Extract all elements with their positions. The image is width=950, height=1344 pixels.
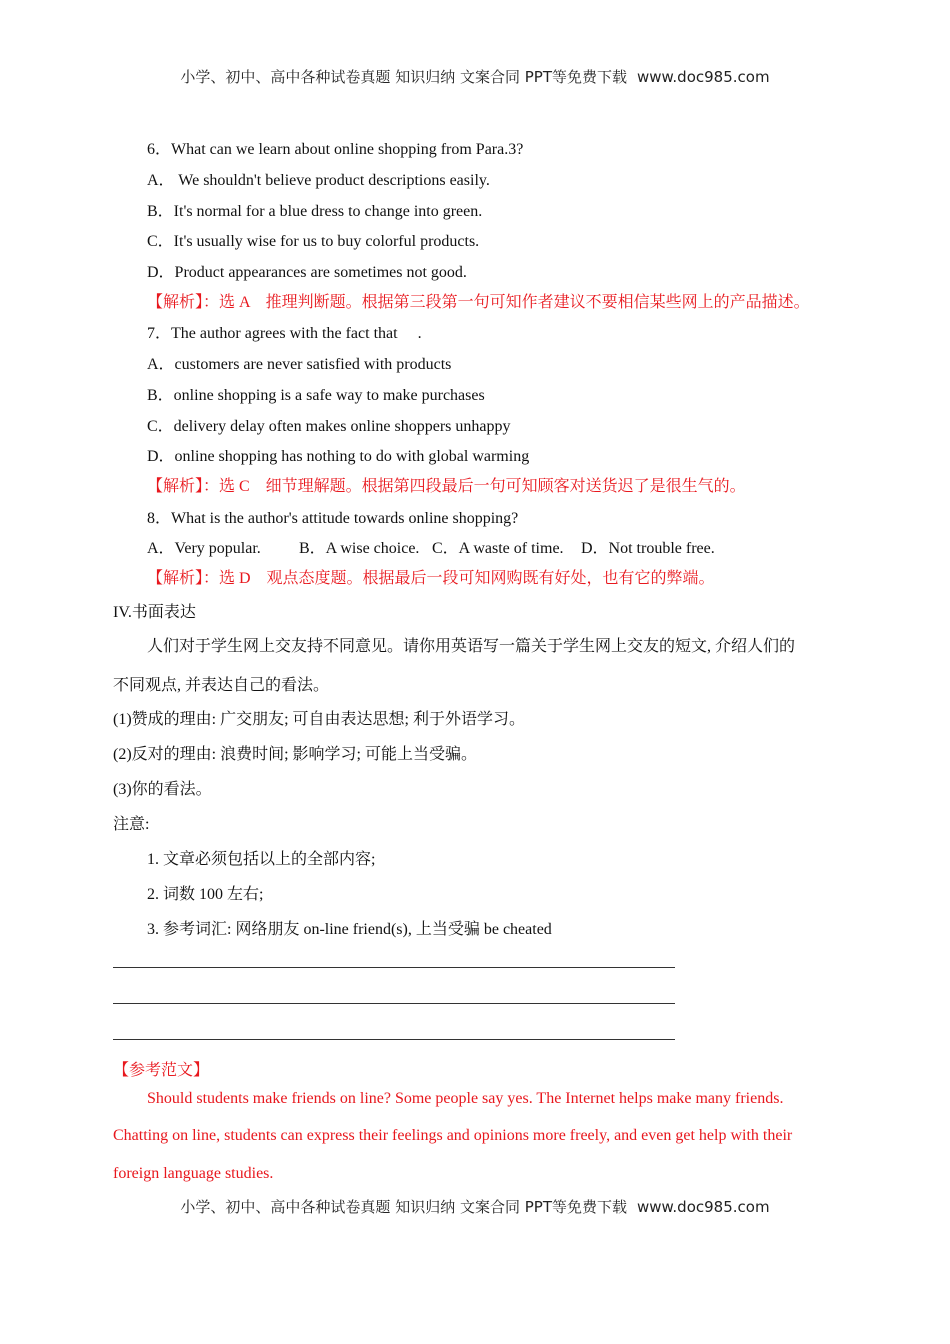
sample-line-3: foreign language studies. xyxy=(113,1165,274,1182)
q6-option-a: A． We shouldn't believe product descriptions easily. xyxy=(147,172,490,189)
q6-option-d: D．Product appearances are sometimes not good. xyxy=(147,264,467,281)
sample-label: 【参考范文】 xyxy=(113,1062,210,1079)
answer-line-1 xyxy=(113,967,675,968)
note-3: 3. 参考词汇: 网络朋友 on-line friend(s), 上当受骗 be cheated xyxy=(147,921,552,938)
writing-point-2: (2)反对的理由: 浪费时间; 影响学习; 可能上当受骗。 xyxy=(113,746,477,763)
q7-option-d: D．online shopping has nothing to do with global warming xyxy=(147,448,530,465)
q7-analysis: 【解析】：选 C 细节理解题。根据第四段最后一句可知顾客对送货迟了是很生气的。 xyxy=(147,478,746,495)
q8-option-b: B．A wise choice. xyxy=(299,540,420,557)
writing-intro-1: 人们对于学生网上交友持不同意见。请你用英语写一篇关于学生网上交友的短文, 介绍人们的 xyxy=(147,638,796,655)
q8-stem: 8．What is the author's attitude towards online shopping? xyxy=(147,510,519,527)
q7-option-b: B．online shopping is a safe way to make purchases xyxy=(147,387,485,404)
footer-banner-text: 小学、初中、高中各种试卷真题 知识归纳 文案合同 PPT等免费下载 xyxy=(180,1198,627,1216)
writing-point-3: (3)你的看法。 xyxy=(113,781,212,798)
answer-line-2 xyxy=(113,1003,675,1004)
q8-options xyxy=(147,535,715,558)
q8-analysis: 【解析】：选 D 观点态度题。根据最后一段可知网购既有好处，也有它的弊端。 xyxy=(147,570,715,587)
banner-url[interactable]: www.doc985.com xyxy=(636,68,770,86)
footer-banner-url[interactable]: www.doc985.com xyxy=(636,1198,770,1216)
writing-heading: IV.书面表达 xyxy=(113,604,196,621)
header-banner xyxy=(0,66,950,87)
q6-option-b: B．It's normal for a blue dress to change into green. xyxy=(147,203,483,220)
q6-analysis: 【解析】：选 A 推理判断题。根据第三段第一句可知作者建议不要相信某些网上的产品描述。 xyxy=(147,294,810,311)
writing-intro-2: 不同观点, 并表达自己的看法。 xyxy=(113,677,330,694)
sample-line-2: Chatting on line, students can express their feelings and opinions more freely, and even get help with their xyxy=(113,1127,793,1144)
writing-point-1: (1)赞成的理由: 广交朋友; 可自由表达思想; 利于外语学习。 xyxy=(113,711,525,728)
q8-option-a: A．Very popular. xyxy=(147,540,261,557)
note-label: 注意: xyxy=(113,816,150,833)
q7-stem: 7．The author agrees with the fact that . xyxy=(147,325,422,342)
q6-option-c: C．It's usually wise for us to buy colorful products. xyxy=(147,233,480,250)
q6-stem: 6．What can we learn about online shopping from Para.3? xyxy=(147,141,524,158)
q8-option-d: D．Not trouble free. xyxy=(581,540,715,557)
q7-option-c: C．delivery delay often makes online shoppers unhappy xyxy=(147,418,511,435)
footer-banner xyxy=(0,1196,950,1217)
note-2: 2. 词数 100 左右; xyxy=(147,886,264,903)
answer-line-3 xyxy=(113,1039,675,1040)
sample-line-1: Should students make friends on line? Some people say yes. The Internet helps make many friends. xyxy=(147,1090,784,1107)
q7-option-a: A．customers are never satisfied with products xyxy=(147,356,452,373)
q8-option-c: C．A waste of time. xyxy=(432,540,564,557)
banner-text: 小学、初中、高中各种试卷真题 知识归纳 文案合同 PPT等免费下载 xyxy=(180,68,627,86)
note-1: 1. 文章必须包括以上的全部内容; xyxy=(147,851,376,868)
